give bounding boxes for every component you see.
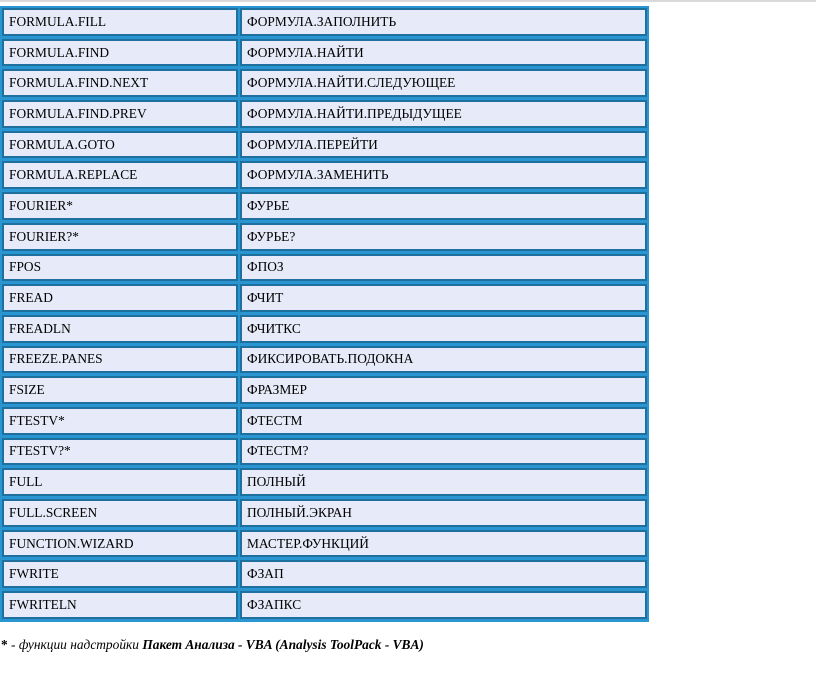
russian-function-cell: ФЗАПКС — [240, 591, 647, 619]
table-row — [2, 376, 647, 407]
english-function-cell: FORMULA.GOTO — [2, 131, 238, 159]
english-function-cell: FREEZE.PANES — [2, 346, 238, 374]
english-function-cell: FWRITELN — [2, 591, 238, 619]
table-row — [2, 468, 647, 499]
table-row — [2, 346, 647, 377]
table-row — [2, 223, 647, 254]
table-row — [2, 438, 647, 469]
table-row — [2, 192, 647, 223]
russian-function-cell: ФРАЗМЕР — [240, 376, 647, 404]
table-row — [2, 591, 647, 622]
russian-function-cell: МАСТЕР.ФУНКЦИЙ — [240, 530, 647, 558]
english-function-cell: FPOS — [2, 254, 238, 282]
table-row — [2, 131, 647, 162]
english-function-cell: FORMULA.FIND.PREV — [2, 100, 238, 128]
russian-function-cell: ФОРМУЛА.ЗАМЕНИТЬ — [240, 161, 647, 189]
russian-function-cell: ФЧИТКС — [240, 315, 647, 343]
table-row — [2, 69, 647, 100]
russian-function-cell: ФУРЬЕ — [240, 192, 647, 220]
english-function-cell: FORMULA.FIND — [2, 39, 238, 67]
russian-function-cell: ФОРМУЛА.ЗАПОЛНИТЬ — [240, 8, 647, 36]
english-function-cell: FTESTV?* — [2, 438, 238, 466]
english-function-cell: FORMULA.FILL — [2, 8, 238, 36]
table-row — [2, 530, 647, 561]
table-row — [2, 499, 647, 530]
table-row — [2, 254, 647, 285]
russian-function-cell: ФТЕСТМ — [240, 407, 647, 435]
table-row — [2, 315, 647, 346]
russian-function-cell: ФОРМУЛА.НАЙТИ.СЛЕДУЮЩЕЕ — [240, 69, 647, 97]
english-function-cell: FTESTV* — [2, 407, 238, 435]
russian-function-cell: ПОЛНЫЙ.ЭКРАН — [240, 499, 647, 527]
english-function-cell: FULL.SCREEN — [2, 499, 238, 527]
english-function-cell: FOURIER* — [2, 192, 238, 220]
russian-function-cell: ФИКСИРОВАТЬ.ПОДОКНА — [240, 346, 647, 374]
english-function-cell: FREAD — [2, 284, 238, 312]
english-function-cell: FSIZE — [2, 376, 238, 404]
russian-function-cell: ФПОЗ — [240, 254, 647, 282]
table-row — [2, 407, 647, 438]
footnote-package-name: Пакет Анализа - VBA (Analysis ToolPack - VBA) — [142, 637, 424, 652]
footnote — [1, 637, 424, 653]
table-row — [2, 161, 647, 192]
english-function-cell: FWRITE — [2, 560, 238, 588]
russian-function-cell: ФЧИТ — [240, 284, 647, 312]
table-row — [2, 100, 647, 131]
english-function-cell: FORMULA.REPLACE — [2, 161, 238, 189]
russian-function-cell: ФОРМУЛА.НАЙТИ — [240, 39, 647, 67]
english-function-cell: FORMULA.FIND.NEXT — [2, 69, 238, 97]
russian-function-cell: ФОРМУЛА.ПЕРЕЙТИ — [240, 131, 647, 159]
function-names-table — [0, 6, 649, 622]
table-row — [2, 8, 647, 39]
english-function-cell: FOURIER?* — [2, 223, 238, 251]
english-function-cell: FUNCTION.WIZARD — [2, 530, 238, 558]
russian-function-cell: ФОРМУЛА.НАЙТИ.ПРЕДЫДУЩЕЕ — [240, 100, 647, 128]
russian-function-cell: ФЗАП — [240, 560, 647, 588]
footnote-text: - функции надстройки — [7, 637, 143, 652]
english-function-cell: FREADLN — [2, 315, 238, 343]
table-row — [2, 39, 647, 70]
table-row — [2, 560, 647, 591]
table-row — [2, 284, 647, 315]
footnote-asterisk: * — [1, 637, 8, 652]
top-divider — [0, 0, 816, 2]
russian-function-cell: ФУРЬЕ? — [240, 223, 647, 251]
russian-function-cell: ПОЛНЫЙ — [240, 468, 647, 496]
english-function-cell: FULL — [2, 468, 238, 496]
russian-function-cell: ФТЕСТМ? — [240, 438, 647, 466]
